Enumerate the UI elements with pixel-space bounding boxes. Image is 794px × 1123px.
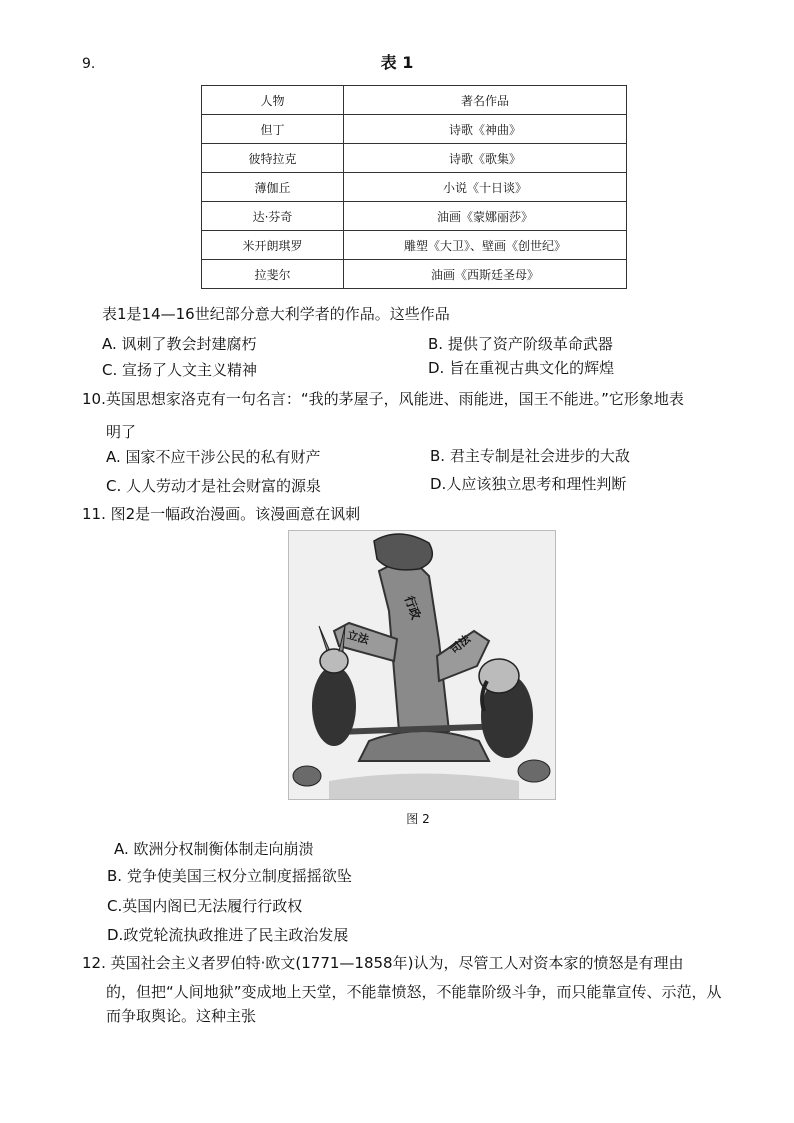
political-cartoon xyxy=(288,530,556,800)
cartoon-label-legislative: 立法 xyxy=(345,628,371,647)
works-table xyxy=(201,85,627,289)
table-row xyxy=(202,144,627,173)
table-row xyxy=(202,173,627,202)
question-12-stem-continued: 的，但把“人间地狱”变成地上天堂，不能靠愤怒，不能靠阶级斗争，而只能靠宣传、示范，从 xyxy=(106,983,722,1001)
table-cell-person: 达·芬奇 xyxy=(202,202,344,231)
table-cell-work: 雕塑《大卫》、壁画《创世纪》 xyxy=(344,231,627,260)
question-9-number: 9. xyxy=(82,56,96,72)
table-header-cell: 人物 xyxy=(202,86,344,115)
table-cell-work: 油画《蒙娜丽莎》 xyxy=(344,202,627,231)
cartoon-label-executive: 行政 xyxy=(401,593,424,622)
table-cell-person: 彼特拉克 xyxy=(202,144,344,173)
figure-caption: 图 2 xyxy=(406,812,430,826)
table-cell-person: 拉斐尔 xyxy=(202,260,344,289)
question-12-stem: 12. 英国社会主义者罗伯特·欧文(1771—1858年)认为，尽管工人对资本家的愤怒是有理由 xyxy=(82,954,684,972)
question-9-option-c: C. 宣扬了人文主义精神 xyxy=(102,361,258,379)
table-row xyxy=(202,202,627,231)
table-cell-work: 诗歌《歌集》 xyxy=(344,144,627,173)
table-cell-person: 但丁 xyxy=(202,115,344,144)
table-cell-work: 诗歌《神曲》 xyxy=(344,115,627,144)
table-title: 表 1 xyxy=(380,53,414,72)
table-row xyxy=(202,115,627,144)
question-9-option-d: D. 旨在重视古典文化的辉煌 xyxy=(428,359,615,377)
table-cell-person: 薄伽丘 xyxy=(202,173,344,202)
table-cell-person: 米开朗琪罗 xyxy=(202,231,344,260)
table-row xyxy=(202,260,627,289)
question-10-option-a: A. 国家不应干涉公民的私有财产 xyxy=(106,448,321,466)
table-header-cell: 著名作品 xyxy=(344,86,627,115)
question-10-option-c: C. 人人劳动才是社会财富的源泉 xyxy=(106,477,322,495)
question-11-stem: 11. 图2是一幅政治漫画。该漫画意在讽刺 xyxy=(82,505,361,523)
question-10-stem-continued: 明了 xyxy=(106,423,137,441)
question-12-stem-end: 而争取舆论。这种主张 xyxy=(106,1007,257,1025)
table-cell-work: 油画《西斯廷圣母》 xyxy=(344,260,627,289)
table-header-row xyxy=(202,86,627,115)
table-row xyxy=(202,231,627,260)
cartoon-label-judicial: 司法 xyxy=(447,632,473,657)
question-10-option-b: B. 君主专制是社会进步的大敌 xyxy=(430,447,630,465)
question-11-option-c: C.英国内阁已无法履行行政权 xyxy=(107,897,303,915)
question-11-option-d: D.政党轮流执政推进了民主政治发展 xyxy=(107,926,349,944)
question-9-option-b: B. 提供了资产阶级革命武器 xyxy=(428,335,613,353)
question-9-stem: 表1是14—16世纪部分意大利学者的作品。这些作品 xyxy=(102,305,450,323)
question-10-stem: 10.英国思想家洛克有一句名言：“我的茅屋子，风能进、雨能进，国王不能进。”它形象地表 xyxy=(82,390,684,408)
table-cell-work: 小说《十日谈》 xyxy=(344,173,627,202)
question-11-option-a: A. 欧洲分权制衡体制走向崩溃 xyxy=(114,840,314,858)
question-10-option-d: D.人应该独立思考和理性判断 xyxy=(430,475,627,493)
question-9-option-a: A. 讽刺了教会封建腐朽 xyxy=(102,335,257,353)
question-11-option-b: B. 党争使美国三权分立制度摇摇欲坠 xyxy=(107,867,352,885)
